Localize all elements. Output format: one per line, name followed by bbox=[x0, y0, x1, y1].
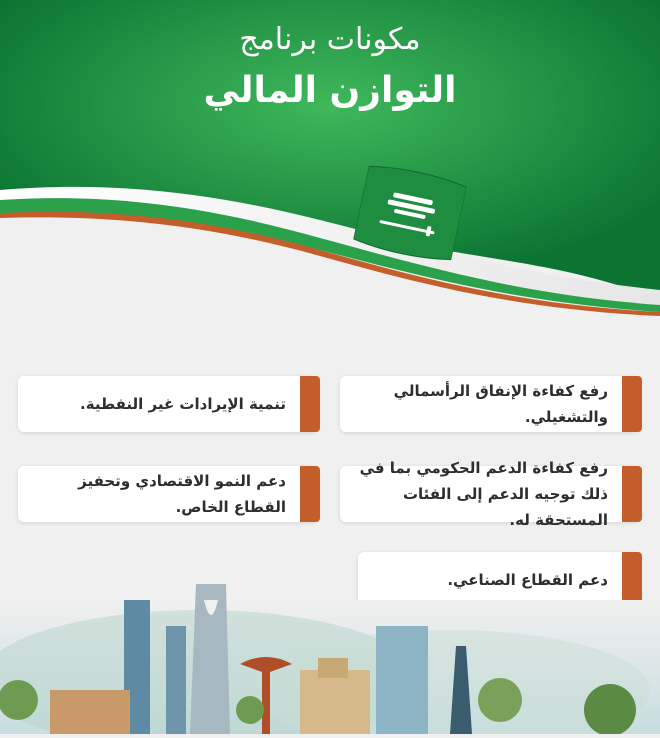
city-skyline-illustration bbox=[0, 560, 660, 734]
card-capex-efficiency bbox=[340, 376, 640, 432]
title-line-1: مكونات برنامج bbox=[239, 22, 421, 57]
card-text: دعم النمو الاقتصادي وتحفيز القطاع الخاص. bbox=[78, 472, 286, 516]
card-accent-tab bbox=[622, 376, 642, 432]
card-accent-tab bbox=[300, 376, 320, 432]
card-accent-tab bbox=[300, 466, 320, 522]
card-text: رفع كفاءة الدعم الحكومي بما في ذلك توجيه الدعم إلى الفئات المستحقة له. bbox=[359, 459, 608, 529]
card-economic-growth bbox=[18, 466, 318, 522]
card-non-oil-revenue bbox=[18, 376, 318, 432]
title-line-2: التوازن المالي bbox=[203, 70, 457, 111]
card-accent-tab bbox=[622, 466, 642, 522]
card-text: تنمية الإيرادات غير النفطية. bbox=[80, 395, 286, 413]
card-subsidy-efficiency bbox=[340, 459, 640, 529]
card-text: دعم القطاع الصناعي. bbox=[447, 571, 608, 589]
card-text: رفع كفاءة الإنفاق الرأسمالي والتشغيلي. bbox=[393, 382, 608, 426]
